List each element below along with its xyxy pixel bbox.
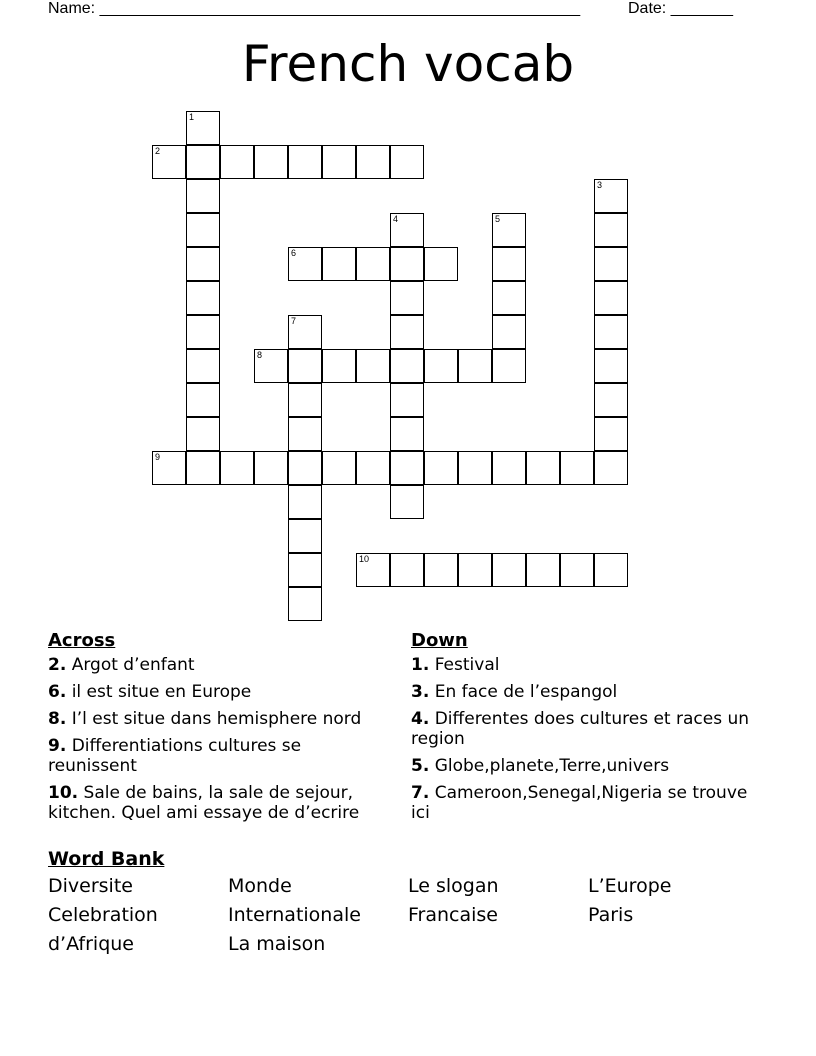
grid-cell[interactable] <box>288 553 322 587</box>
word-bank-word: Paris <box>588 904 634 926</box>
grid-cell[interactable] <box>356 145 390 179</box>
grid-cell[interactable] <box>594 451 628 485</box>
across-clue <box>48 783 393 823</box>
name-field[interactable]: Name: ______________________________________________________ <box>48 0 581 17</box>
clue-number: 9. <box>48 736 67 756</box>
clue-text: Differentes does cultures et races un region <box>411 709 750 749</box>
grid-cell[interactable] <box>288 417 322 451</box>
grid-cell[interactable] <box>390 247 424 281</box>
grid-cell[interactable] <box>492 553 526 587</box>
clue-number: 4 <box>393 214 399 224</box>
grid-cell[interactable] <box>356 553 390 587</box>
grid-cell[interactable] <box>152 451 186 485</box>
grid-cell[interactable] <box>390 281 424 315</box>
grid-cell[interactable] <box>322 451 356 485</box>
clue-number: 8. <box>48 709 67 729</box>
page-title: French vocab <box>241 35 575 93</box>
grid-cell[interactable] <box>594 315 628 349</box>
grid-cell[interactable] <box>390 553 424 587</box>
clue-number: 7 <box>291 316 297 326</box>
grid-cell[interactable] <box>492 213 526 247</box>
down-clue <box>411 655 756 675</box>
clue-number: 4. <box>411 709 430 729</box>
grid-cell[interactable] <box>220 451 254 485</box>
grid-cell[interactable] <box>288 519 322 553</box>
grid-cell[interactable] <box>492 451 526 485</box>
grid-cell[interactable] <box>288 383 322 417</box>
grid-cell[interactable] <box>424 247 458 281</box>
clue-number: 10. <box>48 783 79 803</box>
grid-cell[interactable] <box>186 247 220 281</box>
grid-cell[interactable] <box>186 315 220 349</box>
grid-cell[interactable] <box>288 315 322 349</box>
clue-text: Cameroon,Senegal,Nigeria se trouve ici <box>411 783 748 823</box>
grid-cell[interactable] <box>560 553 594 587</box>
word-bank-word: Internationale <box>228 904 361 926</box>
clue-number: 1. <box>411 655 430 675</box>
clue-number: 8 <box>257 350 263 360</box>
clue-number: 3. <box>411 682 430 702</box>
across-clue <box>48 655 393 675</box>
grid-cell[interactable] <box>594 553 628 587</box>
clue-number: 2. <box>48 655 67 675</box>
grid-cell[interactable] <box>186 145 220 179</box>
grid-cell[interactable] <box>492 281 526 315</box>
grid-cell[interactable] <box>594 281 628 315</box>
down-clue <box>411 756 756 776</box>
grid-cell[interactable] <box>594 349 628 383</box>
clue-text: Argot d’enfant <box>71 655 195 675</box>
word-bank-word: Francaise <box>408 904 498 926</box>
header <box>48 0 768 22</box>
clue-number: 10 <box>359 554 370 564</box>
grid-cell[interactable] <box>390 485 424 519</box>
grid-cell[interactable] <box>254 349 288 383</box>
word-bank-word: La maison <box>228 933 326 955</box>
grid-cell[interactable] <box>390 451 424 485</box>
grid-cell[interactable] <box>390 145 424 179</box>
grid-cell[interactable] <box>356 247 390 281</box>
grid-cell[interactable] <box>322 247 356 281</box>
grid-cell[interactable] <box>390 383 424 417</box>
grid-cell[interactable] <box>322 145 356 179</box>
grid-cell[interactable] <box>594 417 628 451</box>
grid-cell[interactable] <box>424 553 458 587</box>
grid-cell[interactable] <box>390 417 424 451</box>
across-clue <box>48 682 393 702</box>
grid-cell[interactable] <box>424 451 458 485</box>
clue-text: Sale de bains, la sale de sejour, kitchen. Quel ami essaye de d’ecrire <box>48 783 360 823</box>
across-heading: Across <box>48 630 116 651</box>
clue-text: il est situe en Europe <box>71 682 252 702</box>
grid-cell[interactable] <box>390 213 424 247</box>
clue-text: Differentiations cultures se reunissent <box>48 736 302 776</box>
grid-cell[interactable] <box>288 145 322 179</box>
grid-cell[interactable] <box>288 587 322 621</box>
clue-text: I’l est situe dans hemisphere nord <box>71 709 362 729</box>
grid-cell[interactable] <box>356 349 390 383</box>
clue-number: 5. <box>411 756 430 776</box>
word-bank-word: L’Europe <box>588 875 672 897</box>
grid-cell[interactable] <box>186 111 220 145</box>
word-bank-word: Celebration <box>48 904 158 926</box>
clue-text: En face de l’espangol <box>434 682 618 702</box>
down-heading: Down <box>411 630 468 651</box>
grid-cell[interactable] <box>424 349 458 383</box>
clue-number: 9 <box>155 452 161 462</box>
date-field[interactable]: Date: _______ <box>628 0 733 17</box>
across-clue <box>48 736 393 776</box>
grid-cell[interactable] <box>458 349 492 383</box>
word-bank-word: Le slogan <box>408 875 499 897</box>
grid-cell[interactable] <box>186 179 220 213</box>
grid-cell[interactable] <box>390 315 424 349</box>
word-bank-word: Diversite <box>48 875 133 897</box>
grid-cell[interactable] <box>492 247 526 281</box>
down-clues <box>411 655 756 830</box>
grid-cell[interactable] <box>186 213 220 247</box>
grid-cell[interactable] <box>560 451 594 485</box>
grid-cell[interactable] <box>288 485 322 519</box>
clue-number: 5 <box>495 214 501 224</box>
grid-cell[interactable] <box>458 451 492 485</box>
clue-text: Festival <box>434 655 500 675</box>
across-clue <box>48 709 393 729</box>
grid-cell[interactable] <box>186 349 220 383</box>
word-bank-word: Monde <box>228 875 292 897</box>
grid-cell[interactable] <box>186 417 220 451</box>
grid-cell[interactable] <box>390 349 424 383</box>
grid-cell[interactable] <box>594 213 628 247</box>
grid-cell[interactable] <box>322 349 356 383</box>
grid-cell[interactable] <box>594 247 628 281</box>
grid-cell[interactable] <box>186 281 220 315</box>
across-clues <box>48 655 393 830</box>
word-bank-word: d’Afrique <box>48 933 134 955</box>
grid-cell[interactable] <box>526 451 560 485</box>
down-clue <box>411 709 756 749</box>
clue-text: Globe,planete,Terre,univers <box>434 756 670 776</box>
grid-cell[interactable] <box>526 553 560 587</box>
down-clue <box>411 682 756 702</box>
grid-cell[interactable] <box>288 247 322 281</box>
grid-cell[interactable] <box>220 145 254 179</box>
grid-cell[interactable] <box>254 451 288 485</box>
grid-cell[interactable] <box>254 145 288 179</box>
clue-number: 6. <box>48 682 67 702</box>
clue-number: 3 <box>597 180 603 190</box>
grid-cell[interactable] <box>186 383 220 417</box>
grid-cell[interactable] <box>594 179 628 213</box>
grid-cell[interactable] <box>152 145 186 179</box>
grid-cell[interactable] <box>594 383 628 417</box>
grid-cell[interactable] <box>458 553 492 587</box>
down-clue <box>411 783 756 823</box>
grid-cell[interactable] <box>492 349 526 383</box>
grid-cell[interactable] <box>356 451 390 485</box>
grid-cell[interactable] <box>288 349 322 383</box>
clue-number: 1 <box>189 112 195 122</box>
grid-cell[interactable] <box>288 451 322 485</box>
clue-number: 6 <box>291 248 297 258</box>
grid-cell[interactable] <box>492 315 526 349</box>
clue-number: 2 <box>155 146 161 156</box>
word-bank-heading: Word Bank <box>48 848 165 870</box>
clue-number: 7. <box>411 783 430 803</box>
grid-cell[interactable] <box>186 451 220 485</box>
